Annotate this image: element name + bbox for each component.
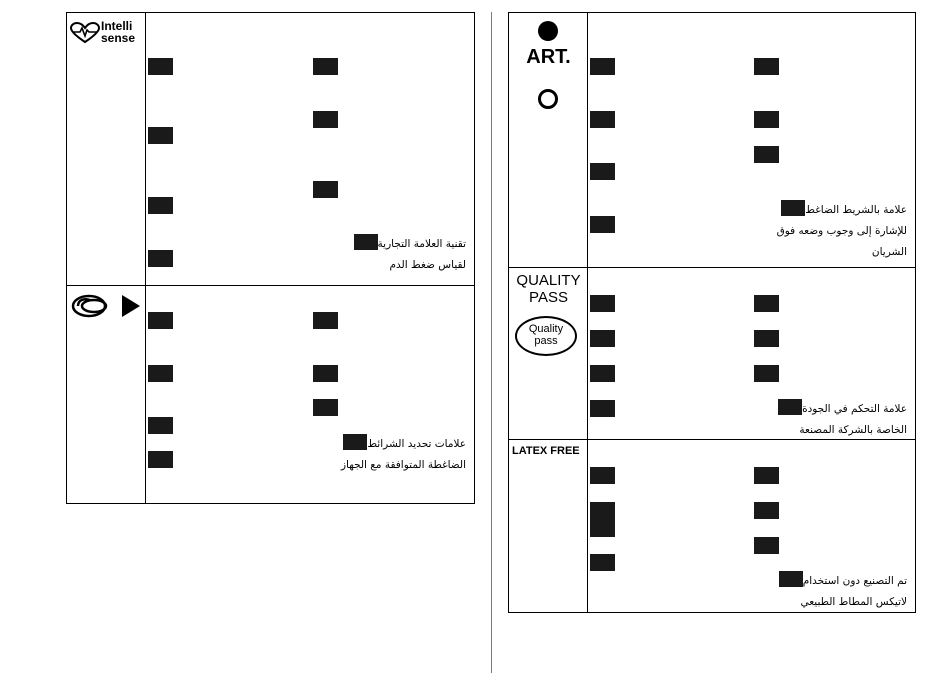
art-label: ART.	[526, 46, 571, 68]
redacted-block	[590, 467, 615, 484]
redacted-block	[754, 330, 779, 347]
redacted-block	[754, 537, 779, 554]
badge-text-line2: pass	[534, 335, 558, 347]
redacted-block	[148, 127, 173, 144]
redacted-block	[754, 467, 779, 484]
cuff-wrap-desc-line1: علامات تحديد الشرائط	[367, 438, 466, 450]
redacted-block	[313, 312, 338, 329]
redacted-block	[754, 365, 779, 382]
intellisense-row	[67, 13, 474, 285]
intellisense-logo-line2: sense	[101, 31, 136, 45]
redacted-block	[590, 111, 615, 128]
redacted-block	[313, 365, 338, 382]
redacted-block	[313, 111, 338, 128]
latex-free-desc-line1: تم التصنيع دون استخدام	[802, 575, 907, 587]
art-desc-line2: للإشارة إلى وجوب وضعه فوق	[776, 225, 907, 237]
left-symbols-table	[66, 12, 475, 504]
redacted-block	[778, 399, 802, 415]
cuff-wrap-description	[341, 434, 466, 476]
quality-pass-badge-icon	[515, 316, 577, 356]
latex-free-desc-line2: لاتيكس المطاط الطبيعي	[800, 596, 907, 608]
redacted-block	[354, 234, 378, 250]
redacted-block	[590, 502, 615, 537]
quality-pass-row	[509, 267, 915, 440]
redacted-block	[313, 399, 338, 416]
redacted-block	[343, 434, 367, 450]
redacted-block	[779, 571, 803, 587]
redacted-block	[590, 365, 615, 382]
quality-pass-label-line2: PASS	[529, 289, 568, 306]
cuff-wrap-desc-line2: الضاغطة المتوافقة مع الجهاز	[340, 459, 466, 471]
redacted-block	[590, 330, 615, 347]
redacted-block	[148, 250, 173, 267]
redacted-block	[148, 312, 173, 329]
intellisense-description	[352, 234, 466, 276]
redacted-block	[781, 200, 805, 216]
redacted-block	[590, 58, 615, 75]
right-symbols-table	[508, 12, 916, 613]
art-desc-line3: الشريان	[871, 246, 907, 258]
redacted-block	[754, 146, 779, 163]
redacted-block	[313, 181, 338, 198]
page-divider	[491, 12, 492, 673]
latex-free-description	[777, 571, 907, 613]
cuff-wrap-play-icon	[70, 292, 142, 324]
latex-free-label: LATEX FREE	[512, 445, 580, 457]
heart-pulse-icon	[70, 22, 100, 48]
intellisense-desc-line1: تقنية العلامة التجارية	[377, 238, 466, 250]
badge-text-line1: Quality	[528, 323, 564, 335]
quality-pass-description	[776, 399, 907, 441]
redacted-block	[590, 554, 615, 571]
intellisense-desc-line2: لقياس ضغط الدم	[389, 259, 466, 271]
redacted-block	[148, 197, 173, 214]
quality-pass-label-line1: QUALITY	[516, 272, 581, 289]
redacted-block	[754, 502, 779, 519]
art-marker-icon	[509, 13, 588, 123]
redacted-block	[754, 111, 779, 128]
redacted-block	[754, 58, 779, 75]
redacted-block	[590, 400, 615, 417]
redacted-block	[754, 295, 779, 312]
redacted-block	[148, 58, 173, 75]
quality-pass-desc-line2: الخاصة بالشركة المصنعة	[799, 424, 907, 436]
art-row	[509, 13, 915, 267]
redacted-block	[590, 295, 615, 312]
art-desc-line1: علامة بالشريط الضاغط	[805, 204, 907, 216]
latex-free-row	[509, 439, 915, 612]
redacted-block	[313, 58, 338, 75]
redacted-block	[148, 365, 173, 382]
redacted-block	[148, 451, 173, 468]
redacted-block	[148, 417, 173, 434]
intellisense-logo-line1: Intelli	[101, 19, 133, 33]
redacted-block	[590, 216, 615, 233]
art-description	[777, 200, 907, 263]
redacted-block	[590, 163, 615, 180]
quality-pass-desc-line1: علامة التحكم في الجودة	[802, 403, 907, 415]
cuff-wrap-row	[67, 285, 474, 503]
